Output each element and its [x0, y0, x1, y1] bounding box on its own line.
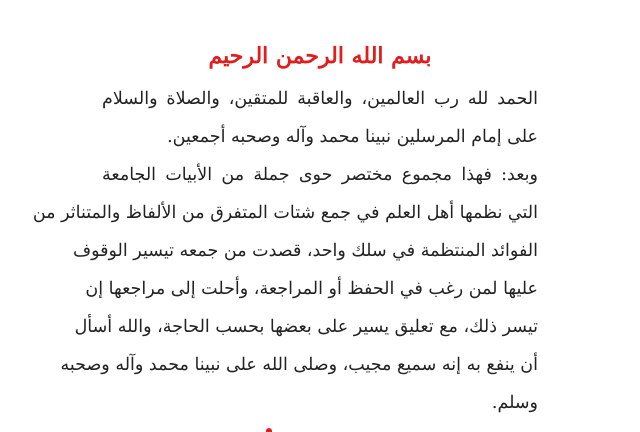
paragraph-1-line-2: على إمام المرسلين نبينا محمد وآله وصحبه أجمعين. — [167, 127, 538, 147]
paragraph-2-line-3: الفوائد المنتظمة في سلك واحد، قصدت من جمعه تيسير الوقوف — [72, 241, 538, 261]
paragraph-2-line-4: عليها لمن رغب في الحفظ أو المراجعة، وأحلت إلى مراجعها إن — [85, 279, 538, 299]
paragraph-2-line-5: تيسر ذلك، مع تعليق يسير على بعضها بحسب الحاجة، والله أسأل — [74, 317, 538, 337]
basmala-heading: بسم الله الرحمن الرحيم — [208, 43, 432, 69]
paragraph-2-line-6: أن ينفع به إنه سميع مجيب، وصلى الله على نبينا محمد وآله وصحبه — [60, 355, 538, 375]
body-text — [32, 80, 538, 422]
paragraph-2-line-1: وبعد: فهذا مجموع مختصر حوى جملة من الأبيات الجامعة — [102, 165, 538, 185]
paragraph-1-line-1: الحمد لله رب العالمين، والعاقبة للمتقين، والصلاة والسلام — [102, 89, 538, 109]
paragraph-2-line-7: وسلم. — [491, 393, 538, 413]
paragraph-2-line-2: التي نظمها أهل العلم في جمع شتات المتفرق من الألفاظ والمتناثر من — [32, 203, 538, 223]
red-mark — [266, 428, 272, 432]
